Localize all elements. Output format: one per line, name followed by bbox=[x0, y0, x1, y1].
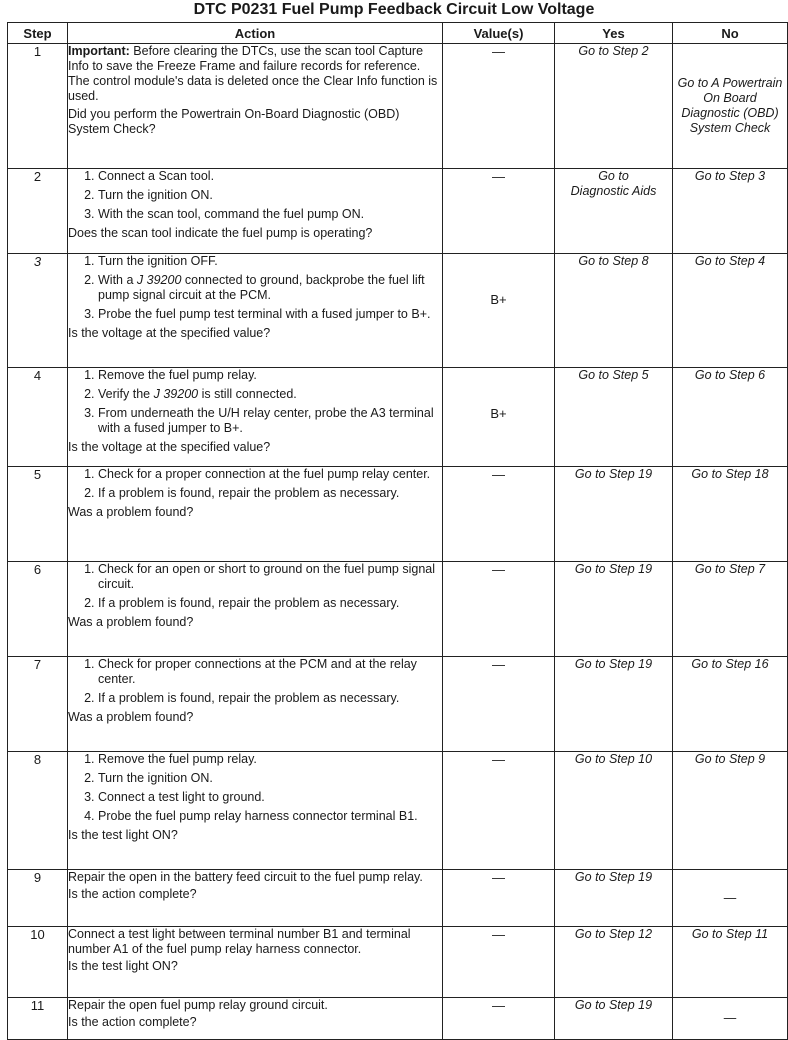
header-no: No bbox=[673, 23, 788, 44]
list-item bbox=[98, 387, 442, 402]
list-item: 3. Probe the fuel pump test terminal with a fused jumper to B+. bbox=[98, 307, 442, 322]
yes-line: Go to bbox=[598, 169, 629, 183]
step-question: Is the action complete? bbox=[68, 1015, 197, 1029]
action-cell bbox=[68, 44, 443, 169]
step-list bbox=[68, 467, 442, 501]
step-question: Is the voltage at the specified value? bbox=[68, 326, 271, 340]
step-question: Is the test light ON? bbox=[68, 828, 178, 842]
list-item: 2. If a problem is found, repair the problem as necessary. bbox=[98, 691, 442, 706]
no-cell: Go to Step 16 bbox=[673, 657, 788, 752]
step-question: Did you perform the Powertrain On-Board Diagnostic (OBD) System Check? bbox=[68, 107, 400, 136]
important-text: Before clearing the DTCs, use the scan tool Capture Info to save the Freeze Frame and failure records for reference. The control module's data is deleted once the Clear Info function is used. bbox=[68, 44, 438, 103]
list-item: 1. Turn the ignition OFF. bbox=[98, 254, 442, 269]
list-item: 2. Turn the ignition ON. bbox=[98, 188, 442, 203]
yes-cell: Go to Step 8 bbox=[555, 254, 673, 368]
table-row bbox=[8, 870, 788, 927]
step-question: Is the action complete? bbox=[68, 887, 197, 901]
text-fragment: is still connected. bbox=[201, 387, 297, 401]
text-fragment: Verify the bbox=[98, 387, 151, 401]
table-row bbox=[8, 169, 788, 254]
value-cell: — bbox=[443, 870, 555, 927]
header-values: Value(s) bbox=[443, 23, 555, 44]
list-item: 3. From underneath the U/H relay center, probe the A3 terminal with a fused jumper to B+. bbox=[98, 406, 442, 436]
yes-cell: Go to Step 5 bbox=[555, 368, 673, 467]
yes-cell bbox=[555, 169, 673, 254]
yes-cell: Go to Step 19 bbox=[555, 657, 673, 752]
action-cell bbox=[68, 998, 443, 1040]
list-item: 2. Turn the ignition ON. bbox=[98, 771, 442, 786]
action-cell bbox=[68, 752, 443, 870]
list-item: 1. Remove the fuel pump relay. bbox=[98, 368, 442, 383]
list-item: 3. With the scan tool, command the fuel pump ON. bbox=[98, 207, 442, 222]
table-row bbox=[8, 44, 788, 169]
no-cell: Go to Step 3 bbox=[673, 169, 788, 254]
table-header-row bbox=[8, 23, 788, 44]
list-item: 2. If a problem is found, repair the problem as necessary. bbox=[98, 486, 442, 501]
action-text: Repair the open fuel pump relay ground circuit. bbox=[68, 998, 328, 1012]
tool-name: J 39200 bbox=[153, 387, 199, 401]
yes-cell: Go to Step 12 bbox=[555, 927, 673, 998]
step-list bbox=[68, 657, 442, 706]
no-cell: Go to Step 6 bbox=[673, 368, 788, 467]
step-number: 1 bbox=[8, 44, 68, 169]
step-list bbox=[68, 169, 442, 222]
text-fragment: connected to ground, backprobe the fuel lift pump signal circuit at the PCM. bbox=[98, 273, 425, 302]
list-item: 1. Connect a Scan tool. bbox=[98, 169, 442, 184]
value-cell: — bbox=[443, 998, 555, 1040]
tool-name: J 39200 bbox=[136, 273, 182, 287]
step-question: Was a problem found? bbox=[68, 615, 194, 629]
yes-line: Diagnostic Aids bbox=[570, 184, 657, 198]
yes-cell: Go to Step 2 bbox=[555, 44, 673, 169]
step-number: 5 bbox=[8, 467, 68, 562]
no-cell: — bbox=[673, 998, 788, 1040]
step-number: 11 bbox=[8, 998, 68, 1040]
text-fragment: With a bbox=[98, 273, 134, 287]
step-number: 9 bbox=[8, 870, 68, 927]
no-cell: Go to Step 4 bbox=[673, 254, 788, 368]
step-number: 3 bbox=[8, 254, 68, 368]
step-list bbox=[68, 368, 442, 436]
action-text: Repair the open in the battery feed circuit to the fuel pump relay. bbox=[68, 870, 423, 884]
action-cell bbox=[68, 368, 443, 467]
value-cell: B+ bbox=[443, 254, 555, 368]
important-label: Important: bbox=[68, 44, 130, 58]
yes-cell: Go to Step 19 bbox=[555, 998, 673, 1040]
step-number: 4 bbox=[8, 368, 68, 467]
value-cell: — bbox=[443, 752, 555, 870]
action-cell bbox=[68, 254, 443, 368]
no-cell: Go to Step 18 bbox=[673, 467, 788, 562]
header-yes: Yes bbox=[555, 23, 673, 44]
step-number: 10 bbox=[8, 927, 68, 998]
document-title: DTC P0231 Fuel Pump Feedback Circuit Low Voltage bbox=[193, 1, 595, 18]
step-list bbox=[68, 562, 442, 611]
yes-cell: Go to Step 19 bbox=[555, 870, 673, 927]
header-step: Step bbox=[8, 23, 68, 44]
table-row bbox=[8, 927, 788, 998]
list-item bbox=[98, 273, 442, 303]
action-cell bbox=[68, 169, 443, 254]
value-cell: B+ bbox=[443, 368, 555, 467]
no-cell: Go to Step 9 bbox=[673, 752, 788, 870]
table-row bbox=[8, 467, 788, 562]
table-row bbox=[8, 657, 788, 752]
table-row bbox=[8, 254, 788, 368]
value-cell: — bbox=[443, 169, 555, 254]
step-question: Does the scan tool indicate the fuel pump is operating? bbox=[68, 226, 373, 240]
action-cell bbox=[68, 562, 443, 657]
action-cell bbox=[68, 657, 443, 752]
yes-cell: Go to Step 19 bbox=[555, 467, 673, 562]
list-item: 1. Remove the fuel pump relay. bbox=[98, 752, 442, 767]
table-row bbox=[8, 368, 788, 467]
step-number: 2 bbox=[8, 169, 68, 254]
no-prefix: Go to bbox=[677, 76, 709, 90]
list-item: 2. If a problem is found, repair the problem as necessary. bbox=[98, 596, 442, 611]
value-cell: — bbox=[443, 927, 555, 998]
step-list bbox=[68, 254, 442, 322]
value-cell: — bbox=[443, 44, 555, 169]
action-cell bbox=[68, 927, 443, 998]
diagnostic-table bbox=[7, 22, 788, 1040]
action-cell bbox=[68, 870, 443, 927]
step-question: Was a problem found? bbox=[68, 710, 194, 724]
action-text: Connect a test light between terminal number B1 and terminal number A1 of the fuel pump relay harness connector. bbox=[68, 927, 411, 956]
table-row bbox=[8, 998, 788, 1040]
value-cell: — bbox=[443, 562, 555, 657]
step-number: 6 bbox=[8, 562, 68, 657]
step-question: Is the test light ON? bbox=[68, 959, 178, 973]
step-number: 8 bbox=[8, 752, 68, 870]
list-item: 1. Check for a proper connection at the fuel pump relay center. bbox=[98, 467, 442, 482]
list-item: 4. Probe the fuel pump relay harness connector terminal B1. bbox=[98, 809, 442, 824]
value-cell: — bbox=[443, 657, 555, 752]
list-item: 1. Check for an open or short to ground on the fuel pump signal circuit. bbox=[98, 562, 442, 592]
no-cell: — bbox=[673, 870, 788, 927]
step-question: Is the voltage at the specified value? bbox=[68, 440, 271, 454]
table-row bbox=[8, 752, 788, 870]
step-number: 7 bbox=[8, 657, 68, 752]
no-cell bbox=[673, 44, 788, 169]
step-list bbox=[68, 752, 442, 824]
value-cell: — bbox=[443, 467, 555, 562]
no-link: A Powertrain On Board Diagnostic (OBD) System Check bbox=[681, 76, 783, 135]
table-row bbox=[8, 562, 788, 657]
list-item: 3. Connect a test light to ground. bbox=[98, 790, 442, 805]
step-question: Was a problem found? bbox=[68, 505, 194, 519]
no-cell: Go to Step 7 bbox=[673, 562, 788, 657]
no-cell: Go to Step 11 bbox=[673, 927, 788, 998]
important-note bbox=[68, 44, 442, 104]
yes-cell: Go to Step 10 bbox=[555, 752, 673, 870]
header-action: Action bbox=[68, 23, 443, 44]
yes-cell: Go to Step 19 bbox=[555, 562, 673, 657]
action-cell bbox=[68, 467, 443, 562]
list-item: 1. Check for proper connections at the PCM and at the relay center. bbox=[98, 657, 442, 687]
